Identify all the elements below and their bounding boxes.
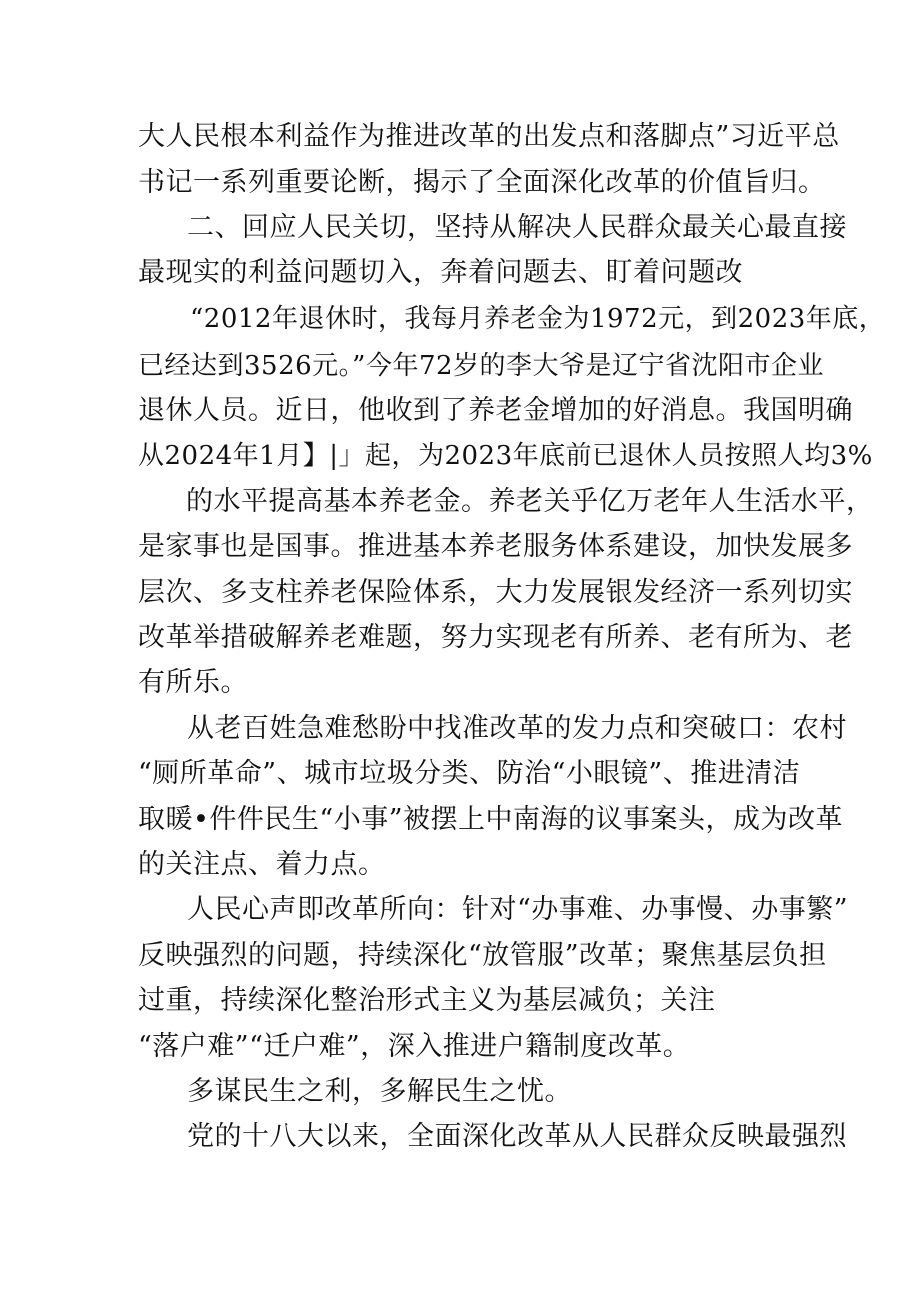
text-line-5: “2012年退休时，我每月养老金为1972元，到2023年底， [190,304,886,334]
text-line-12: 改革举措破解养老难题，努力实现老有所养、老有所为、老 [138,622,853,653]
text-line-16: 取暖•件件民生“小事”被摆上中南海的议事案头，成为改革 [138,804,844,835]
text-line-8: 从2024年1月】|」起，为2023年底前已退休人员按照人均3% [138,441,873,471]
text-line-21: “落户难”“迁户难”，深入推进户籍制度改革。 [138,1031,691,1062]
text-line-1: 大人民根本利益作为推进改革的出发点和落脚点”习近平总 [138,121,840,152]
text-line-4: 最现实的利益问题切入，奔着问题去、盯着问题改 [138,257,743,288]
text-line-2: 书记一系列重要论断，揭示了全面深化改革的价值旨归。 [138,167,826,198]
text-line-15: “厕所革命”、城市垃圾分类、防治“小眼镜”、推进清洁 [138,758,801,789]
text-line-19: 反映强烈的问题，持续深化“放管服”改革；聚焦基层负担 [138,940,827,971]
text-line-18: 人民心声即改革所向：针对“办事难、办事慢、办事繁” [187,894,849,925]
text-line-3: 二、回应人民关切，坚持从解决人民群众最关心最直接 [187,212,847,243]
text-line-14: 从老百姓急难愁盼中找准改革的发力点和突破口：农村 [187,713,847,744]
text-line-10: 是家事也是国事。推进基本养老服务体系建设，加快发展多 [138,531,853,562]
text-line-9: 的水平提高基本养老金。养老关乎亿万老年人生活水平， [186,486,874,517]
text-line-7: 退休人员。近日，他收到了养老金增加的好消息。我国明确 [138,395,853,426]
text-line-20: 过重，持续深化整治形式主义为基层减负；关注 [138,985,716,1016]
text-line-17: 的关注点、着力点。 [138,849,386,880]
text-line-22: 多谋民生之利，多解民生之忧。 [187,1076,572,1107]
text-line-11: 层次、多支柱养老保险体系，大力发展银发经济一系列切实 [138,577,853,608]
text-line-23: 党的十八大以来，全面深化改革从人民群众反映最强烈 [187,1121,847,1152]
text-line-6: 已经达到3526元。”今年72岁的李大爷是辽宁省沈阳市企业 [138,351,825,381]
text-line-13: 有所乐。 [138,667,248,698]
